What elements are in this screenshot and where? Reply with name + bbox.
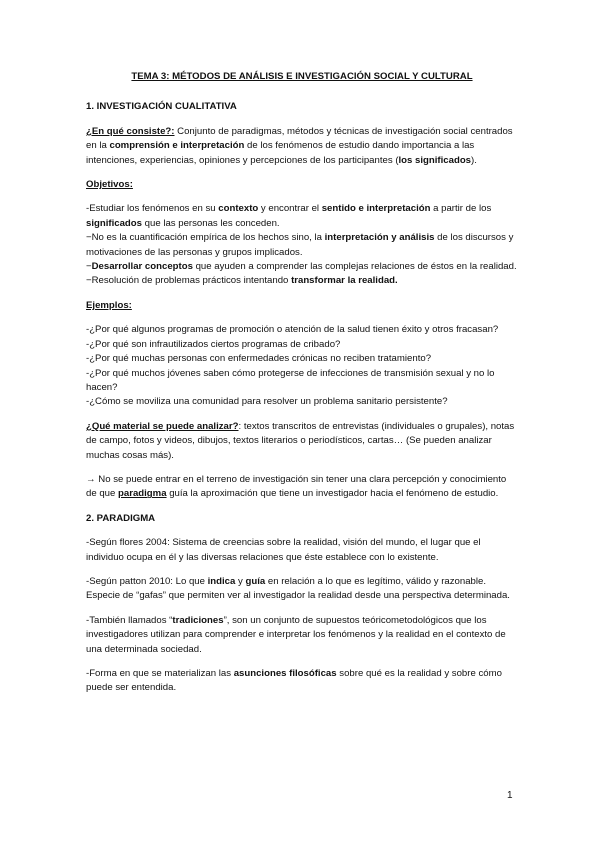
obj1-bold-2: sentido e interpretación: [321, 203, 431, 215]
objetivo-item-3: [86, 260, 518, 274]
p2-bold-2: guía: [245, 575, 266, 587]
p3-text-c: ”, son un conjunto de supuestos teóricometodológicos que los investigadores utilizan para comprender e interpretar los fenómenos y la realidad en el contexto de una determinada sociedad.: [86, 614, 506, 655]
obj3-text-c: que ayuden a comprender las complejas relaciones de éstos en la realidad.: [192, 261, 517, 273]
consiste-bold-1: comprensión e interpretación: [109, 140, 245, 152]
paradigma-flores: -Según flores 2004: Sistema de creencias sobre la realidad, visión del mundo, el lugar que el individuo ocupa en él y las diversas relaciones que éste establece con lo existente.: [86, 537, 481, 563]
obj1-bold-3: significados: [86, 217, 142, 229]
consiste-label: ¿En qué consiste?:: [86, 125, 175, 137]
paradigma-asunciones: [86, 667, 518, 696]
document-title: TEMA 3: MÉTODOS DE ANÁLISIS E INVESTIGACIÓN SOCIAL Y CULTURAL: [131, 71, 473, 82]
objetivo-item-1: [86, 202, 518, 231]
paradigma-tradiciones: [86, 614, 518, 657]
section-heading-investigacion: 1. INVESTIGACIÓN CUALITATIVA: [86, 101, 237, 113]
ejemplos-list: [86, 323, 518, 409]
obj3-bold: Desarrollar conceptos: [91, 261, 193, 273]
consiste-text-1: Conjunto de paradigmas, métodos y técnicas de investigación social centrados en la: [86, 125, 513, 152]
paradigma-patton: [86, 575, 518, 604]
obj1-text-a: -Estudiar los fenómenos en su: [86, 203, 219, 215]
obj2-bold: interpretación y análisis: [324, 232, 435, 244]
p4-text-c: sobre qué es la realidad y sobre cómo puede ser entendida.: [86, 668, 502, 694]
page-number: 1: [507, 790, 513, 801]
p4-text-a: -Forma en que se materializan las: [86, 668, 234, 679]
section-heading-paradigma: 2. PARADIGMA: [86, 512, 156, 524]
obj1-text-e: que las personas les conceden.: [141, 217, 280, 229]
paradigma-arrow-paragraph: [86, 473, 518, 502]
objetivos-label-line: [86, 178, 518, 192]
p2-text-d: en relación a lo que es legítimo, válido y razonable. Especie de “gafas” que permiten ver al investigador la realidad desde una perspectiva determinada.: [86, 575, 510, 602]
p2-text-a: -Según patton 2010: Lo que: [86, 575, 208, 587]
ejemplo-item: -¿Por qué muchas personas con enfermedades crónicas no reciben tratamiento?: [86, 353, 432, 365]
consiste-text-2: de los fenómenos de estudio dando importancia a las intenciones, experiencias, opiniones y percepciones de los participantes (: [86, 140, 475, 166]
obj1-bold-1: contexto: [218, 203, 259, 215]
obj2-text-c: de los discursos y motivaciones de las personas y grupos implicados.: [86, 232, 514, 258]
obj3-text-a: −: [86, 261, 92, 273]
arrow-paradigma-link: paradigma: [118, 488, 167, 500]
obj2-text-a: −No es la cuantificación empírica de los hechos sino, la: [86, 232, 325, 244]
p2-text-c: y: [235, 575, 246, 587]
obj1-text-c: y encontrar el: [258, 203, 322, 215]
consiste-paragraph: [86, 125, 518, 168]
objetivos-list: [86, 202, 518, 288]
objetivo-item-4: [86, 274, 518, 288]
ejemplo-item: -¿Cómo se moviliza una comunidad para resolver un problema sanitario persistente?: [86, 396, 448, 408]
obj4-bold: transformar la realidad.: [291, 275, 398, 287]
document-content: [86, 70, 518, 706]
material-label: ¿Qué material se puede analizar?: [86, 420, 239, 432]
ejemplos-label-line: [86, 299, 518, 313]
ejemplos-label: Ejemplos:: [86, 299, 132, 311]
arrow-text-a: → No se puede entrar en el terreno de investigación sin tener una clara percepción y conocimiento de que: [86, 473, 507, 500]
material-paragraph: [86, 420, 518, 463]
obj4-text-a: −Resolución de problemas prácticos intentando: [86, 275, 292, 287]
p3-bold: tradiciones: [172, 614, 224, 626]
p4-bold: asunciones filosóficas: [233, 668, 337, 679]
ejemplo-item: -¿Por qué muchos jóvenes saben cómo protegerse de infecciones de transmisión sexual y no lo hacen?: [86, 367, 495, 393]
objetivos-label: Objetivos:: [86, 179, 133, 191]
ejemplo-item: -¿Por qué algunos programas de promoción o atención de la salud tienen éxito y otros fracasan?: [86, 324, 499, 336]
material-text: : textos transcritos de entrevistas (individuales o grupales), notas de campo, fotos y videos, dibujos, textos literarios o periodísticos, cartas… (Se pueden analizar muchas cosas más).: [86, 420, 515, 461]
p3-text-a: -También llamados “: [86, 614, 173, 626]
arrow-text-c: guía la aproximación que tiene un investigador hacia el fenómeno de estudio.: [166, 488, 499, 500]
consiste-text-3: ).: [471, 154, 477, 166]
obj1-text-d: a partir de los: [430, 203, 492, 215]
p2-bold-1: indica: [207, 575, 236, 587]
consiste-bold-2: los significados: [398, 154, 472, 166]
objetivo-item-2: [86, 231, 518, 260]
ejemplo-item: -¿Por qué son infrautilizados ciertos programas de cribado?: [86, 338, 341, 350]
